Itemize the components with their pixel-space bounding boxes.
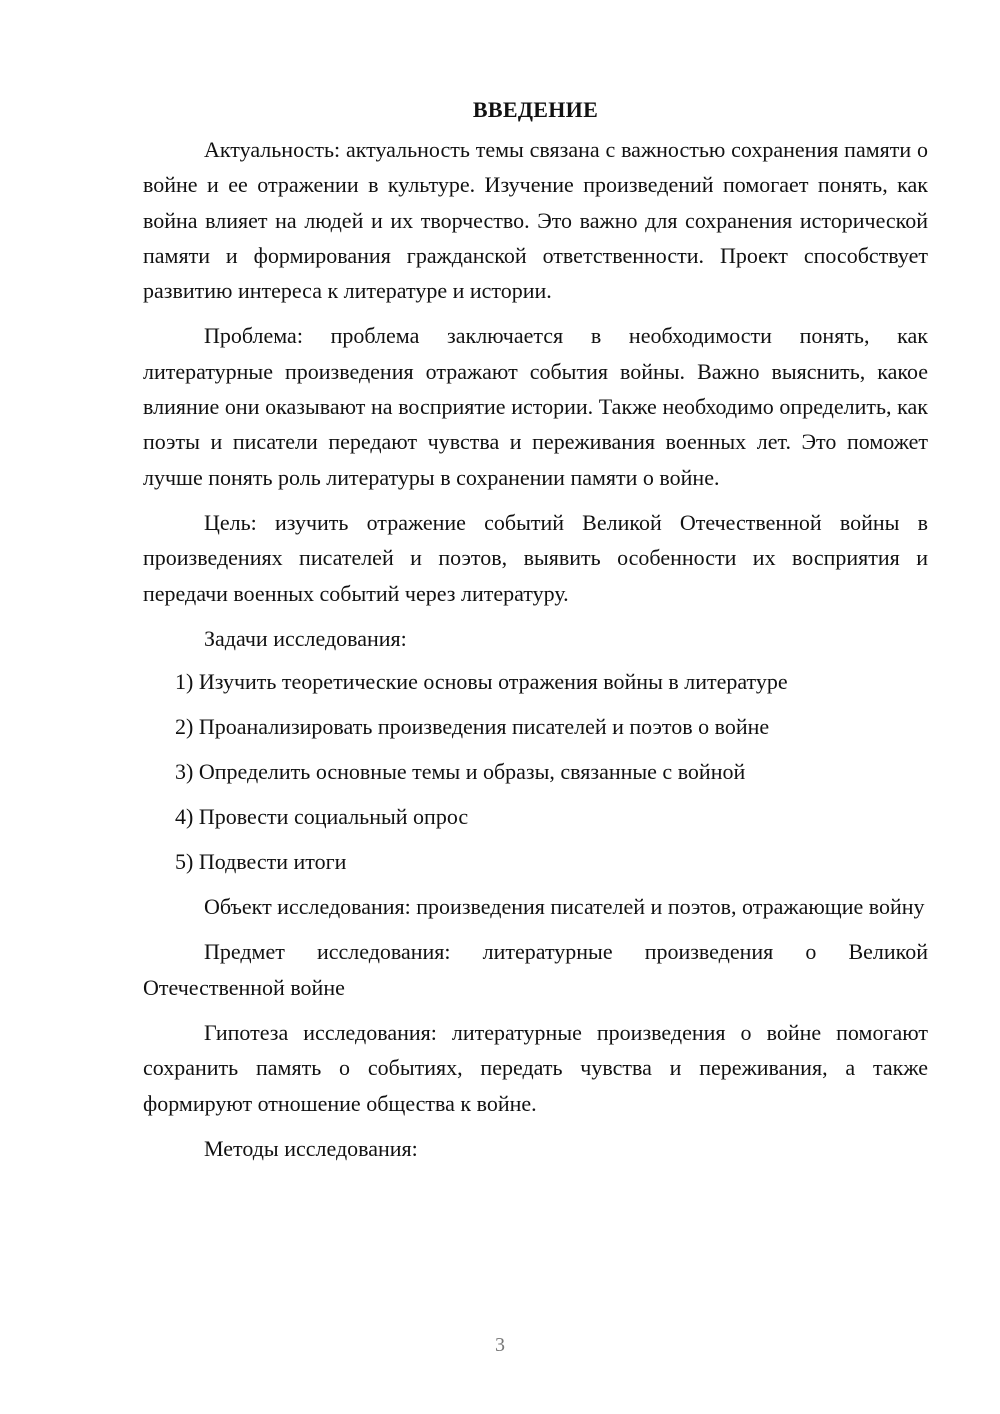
paragraph-subject: Предмет исследования: литературные произведения о Великой Отечественной войне: [143, 939, 928, 1000]
tasks-list: [143, 664, 928, 880]
paragraph-problem: Проблема: проблема заключается в необходимости понять, как литературные произведения отражают события войны. Важно выяснить, какое влияние они оказывают на восприятие истории. Также необходимо определить, как поэты и писатели передают чувства и переживания военных лет. Это поможет лучше понять роль литературы в сохранении памяти о войне.: [143, 323, 928, 490]
paragraph-tasks-heading: Задачи исследования:: [204, 625, 407, 651]
list-item: 3) Определить основные темы и образы, связанные с войной: [175, 759, 746, 785]
list-item: 2) Проанализировать произведения писателей и поэтов о войне: [175, 714, 770, 740]
section-title: ВВЕДЕНИЕ: [472, 97, 599, 122]
paragraph-methods: Методы исследования:: [204, 1135, 418, 1161]
paragraph-object: Объект исследования: произведения писателей и поэтов, отражающие войну: [204, 894, 925, 920]
page-content: [143, 92, 928, 1166]
paragraph-goal: Цель: изучить отражение событий Великой Отечественной войны в произведениях писателей и поэтов, выявить особенности их восприятия и передачи военных событий через литературу.: [143, 509, 928, 606]
list-item: 4) Провести социальный опрос: [175, 804, 469, 830]
list-item: 5) Подвести итоги: [175, 849, 347, 875]
paragraph-relevance: Актуальность: актуальность темы связана с важностью сохранения памяти о войне и ее отражении в культуре. Изучение произведений помогает понять, как война влияет на людей и их творчество. Это важно для сохранения исторической памяти и формирования гражданской ответственности. Проект способствует развитию интереса к литературе и истории.: [143, 137, 928, 304]
page-number: 3: [495, 1334, 505, 1356]
list-item: 1) Изучить теоретические основы отражения войны в литературе: [175, 669, 788, 695]
paragraph-hypothesis: Гипотеза исследования: литературные произведения о войне помогают сохранить память о событиях, передать чувства и переживания, а также формируют отношение общества к войне.: [143, 1020, 928, 1116]
